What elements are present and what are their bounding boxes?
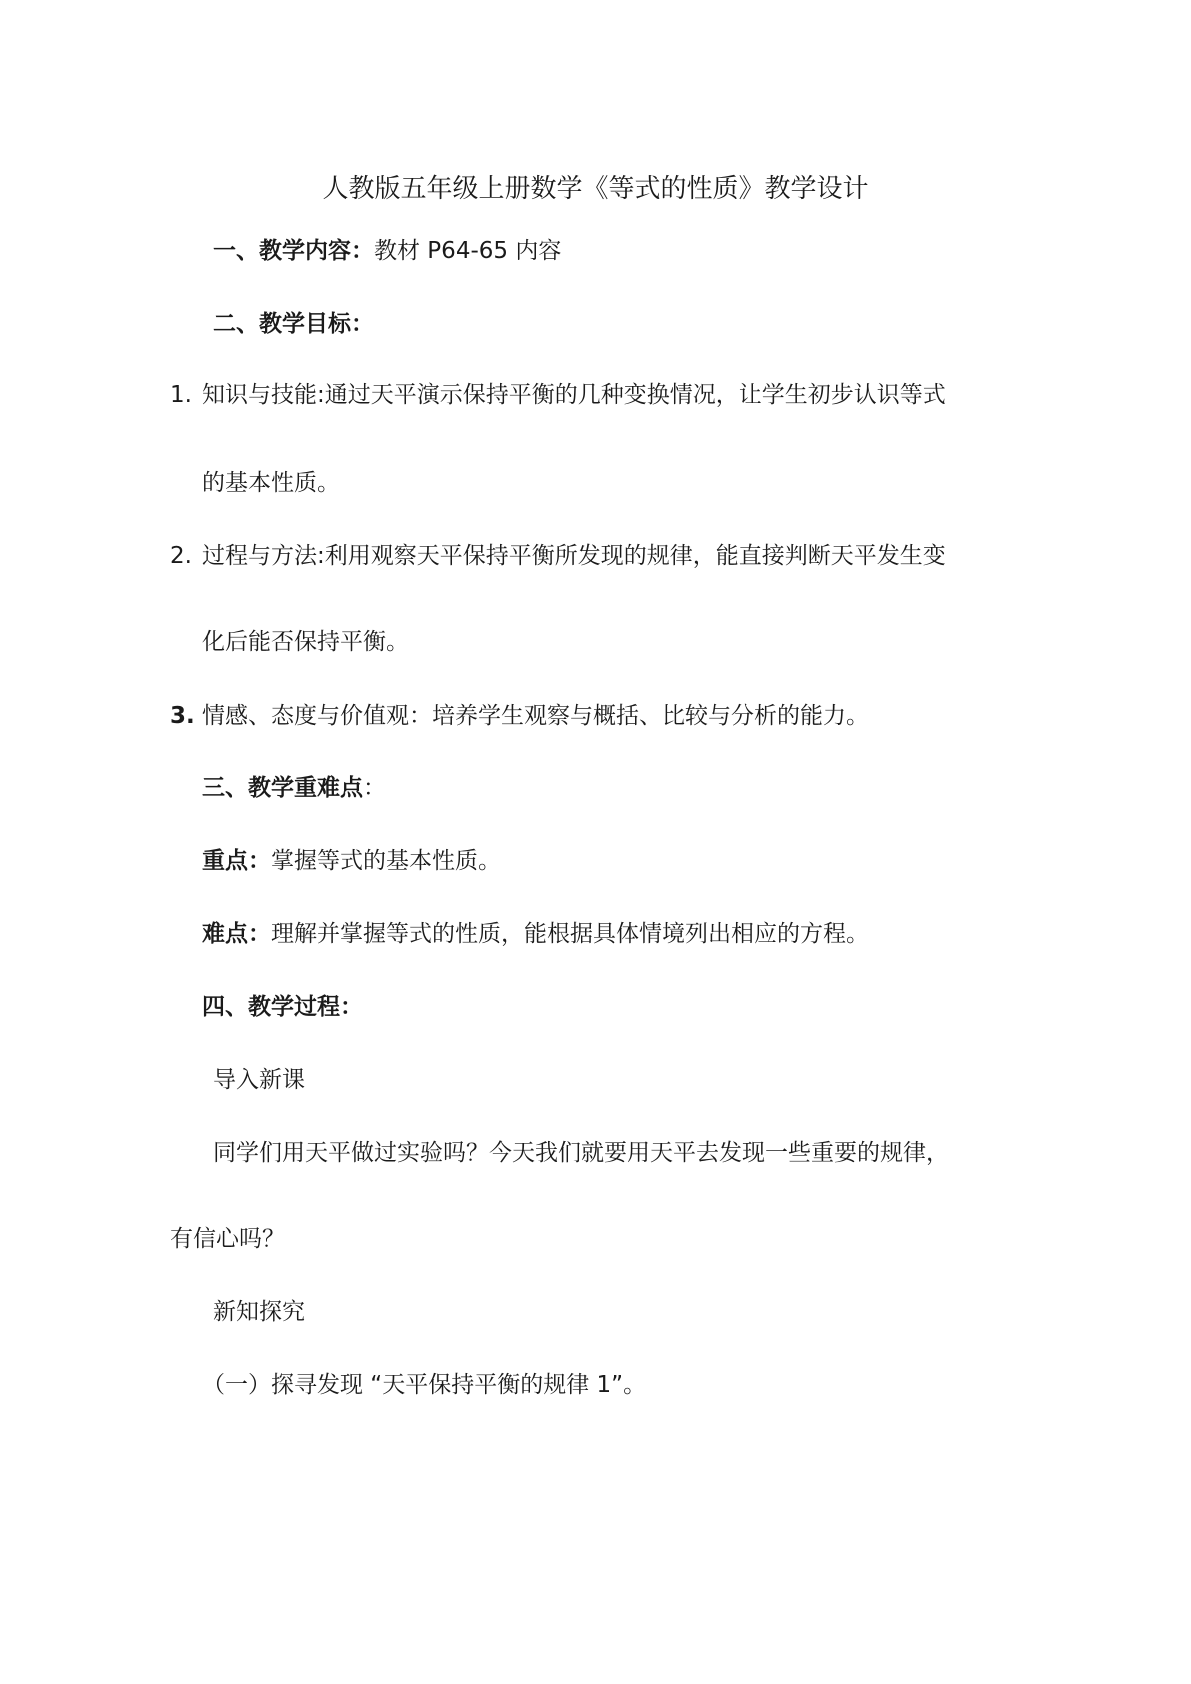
objective-1-number: 1. <box>170 382 192 408</box>
difficult-point-label: 难点： <box>202 921 271 947</box>
objective-2-number: 2. <box>170 543 192 569</box>
section4-heading: 四、教学过程： <box>202 994 363 1020</box>
section3-heading: 三、教学重难点 <box>202 775 363 801</box>
section2-heading: 二、教学目标： <box>213 311 374 337</box>
section1 <box>213 240 561 263</box>
objective-2-line1: 过程与方法:利用观察天平保持平衡所发现的规律，能直接判断天平发生变 <box>202 543 946 569</box>
intro-line1: 同学们用天平做过实验吗？今天我们就要用天平去发现一些重要的规律， <box>213 1140 949 1166</box>
key-point <box>202 850 501 873</box>
key-point-text: 掌握等式的基本性质。 <box>271 848 501 874</box>
objective-3-line1: 情感、态度与价值观：培养学生观察与概括、比较与分析的能力。 <box>202 703 869 729</box>
intro-title: 导入新课 <box>213 1067 305 1093</box>
intro-line2: 有信心吗？ <box>170 1226 285 1252</box>
objective-1-line2: 的基本性质。 <box>202 470 340 496</box>
section3-colon: ： <box>363 775 386 801</box>
objective-3-number: 3. <box>170 703 195 729</box>
key-point-label: 重点： <box>202 848 271 874</box>
difficult-point-text: 理解并掌握等式的性质，能根据具体情境列出相应的方程。 <box>271 921 869 947</box>
objective-2-line2: 化后能否保持平衡。 <box>202 629 409 655</box>
section1-heading: 一、教学内容： <box>213 238 374 264</box>
difficult-point <box>202 923 869 946</box>
explore-title: 新知探究 <box>213 1299 305 1325</box>
document-title: 人教版五年级上册数学《等式的性质》教学设计 <box>322 174 869 204</box>
section1-text: 教材 P64-65 内容 <box>374 238 562 264</box>
objective-1-line1: 知识与技能:通过天平演示保持平衡的几种变换情况，让学生初步认识等式 <box>202 382 946 408</box>
section3-heading-line <box>202 777 386 800</box>
explore-item-1: （一）探寻发现 “天平保持平衡的规律 1”。 <box>202 1372 647 1398</box>
